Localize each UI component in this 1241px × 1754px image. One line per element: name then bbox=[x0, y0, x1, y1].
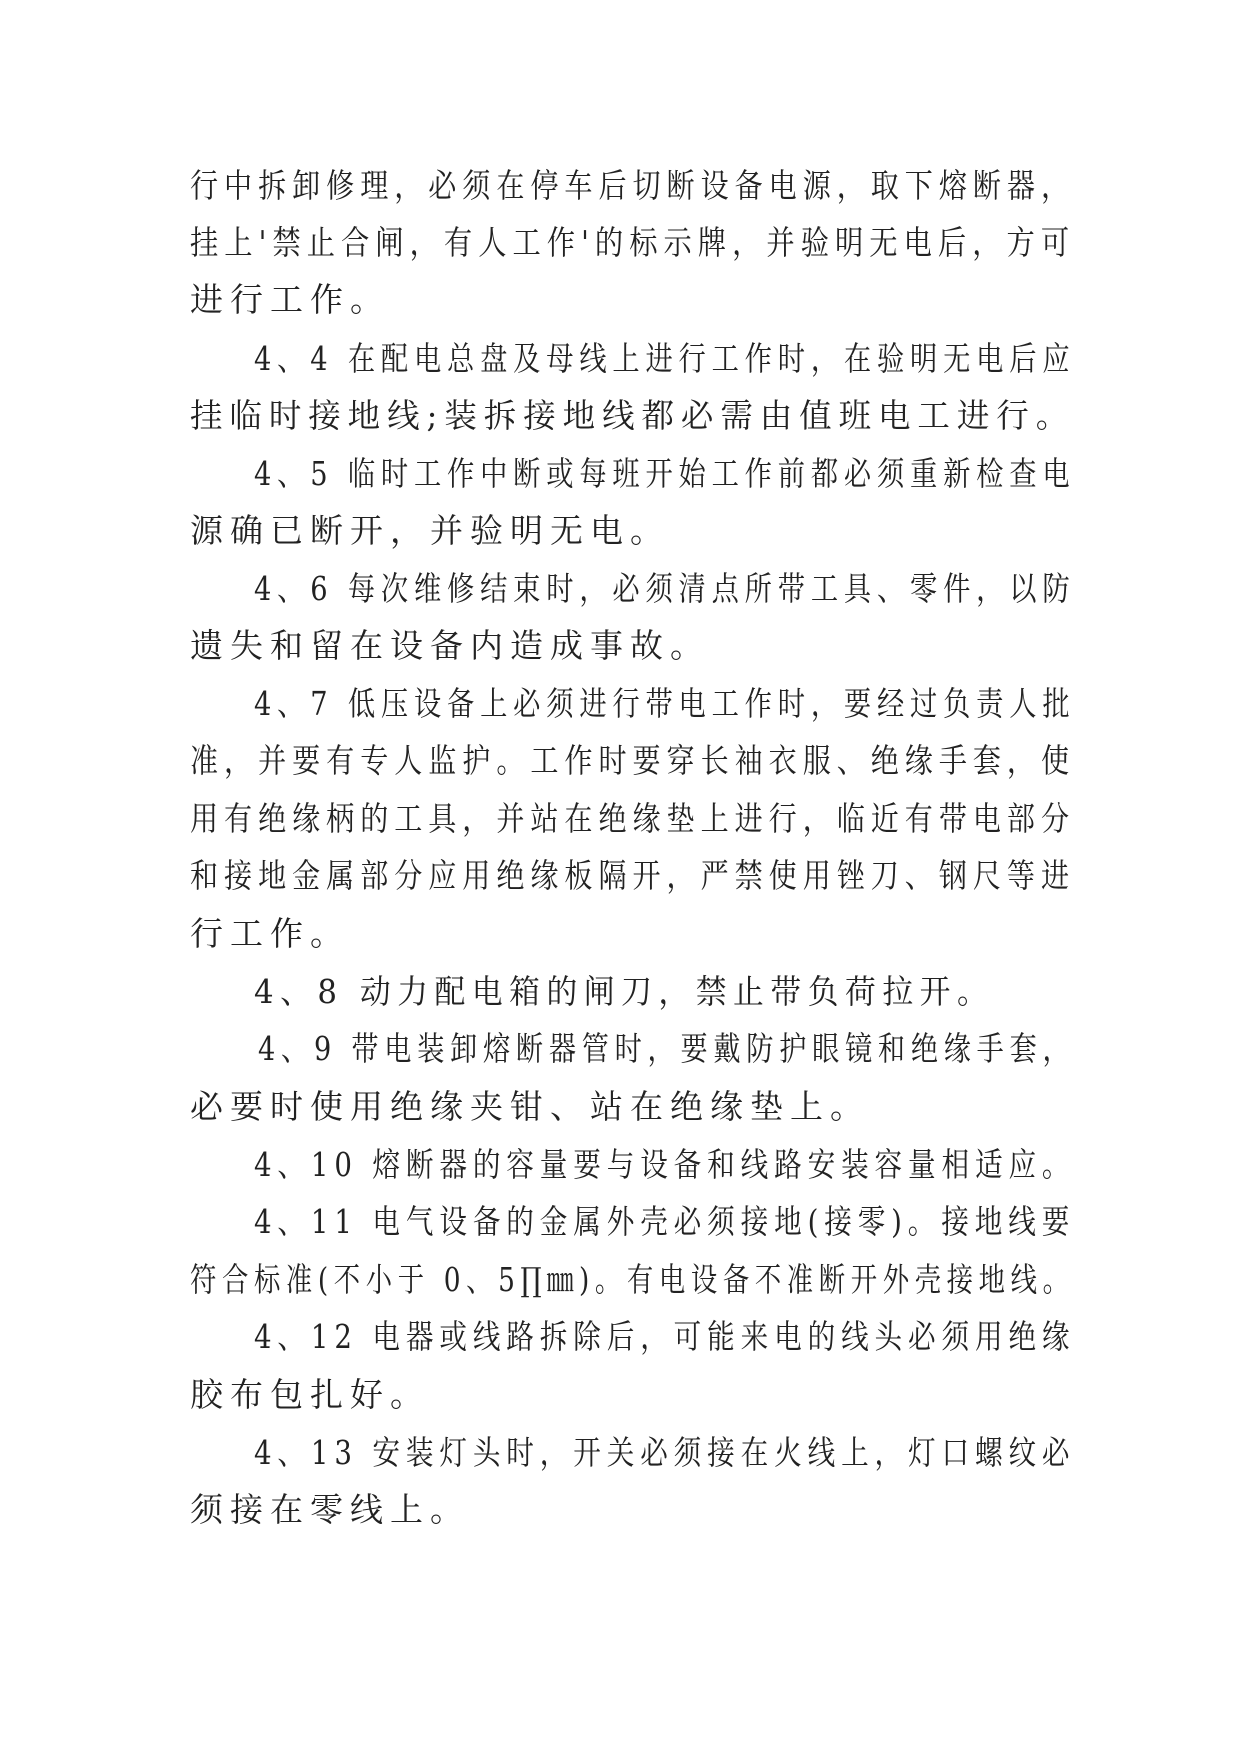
text-line: 符合标准(不小于 0、5∏㎜)。有电设备不准断开外壳接地线。 bbox=[190, 1260, 1075, 1299]
text-line: 胶布包扎好。 bbox=[190, 1375, 430, 1414]
text-line: 挂上'禁止合闸，有人工作'的标示牌，并验明无电后，方可 bbox=[190, 223, 1076, 262]
text-line: 进行工作。 bbox=[190, 280, 390, 319]
text-line: 和接地金属部分应用绝缘板隔开，严禁使用锉刀、钢尺等进 bbox=[190, 856, 1075, 895]
text-line: 必要时使用绝缘夹钳、站在绝缘垫上。 bbox=[190, 1087, 870, 1126]
text-line: 4、5 临时工作中断或每班开始工作前都必须重新检查电 bbox=[254, 454, 1076, 493]
text-line: 挂临时接地线;装拆接地线都必需由值班电工进行。 bbox=[190, 396, 1076, 435]
text-line: 4、4 在配电总盘及母线上进行工作时，在验明无电后应 bbox=[254, 339, 1076, 378]
text-line: 行中拆卸修理，必须在停车后切断设备电源，取下熔断器， bbox=[190, 166, 1075, 205]
text-line: 遗失和留在设备内造成事故。 bbox=[190, 626, 710, 665]
text-line: 4、7 低压设备上必须进行带电工作时，要经过负责人批 bbox=[254, 684, 1076, 723]
text-line: 源确已断开，并验明无电。 bbox=[190, 511, 670, 550]
text-line: 须接在零线上。 bbox=[190, 1490, 470, 1529]
text-line: 行工作。 bbox=[190, 914, 350, 953]
text-line: 用有绝缘柄的工具，并站在绝缘垫上进行，临近有带电部分 bbox=[190, 799, 1075, 838]
text-line: 4、9 带电装卸熔断器管时，要戴防护眼镜和绝缘手套， bbox=[258, 1029, 1076, 1068]
text-line: 4、10 熔断器的容量要与设备和线路安装容量相适应。 bbox=[254, 1145, 1076, 1184]
text-line: 4、12 电器或线路拆除后，可能来电的线头必须用绝缘 bbox=[254, 1317, 1076, 1356]
text-line: 4、11 电气设备的金属外壳必须接地(接零)。接地线要 bbox=[254, 1202, 1076, 1241]
text-line: 4、13 安装灯头时，开关必须接在火线上，灯口螺纹必 bbox=[254, 1433, 1076, 1472]
text-line: 准，并要有专人监护。工作时要穿长袖衣服、绝缘手套，使 bbox=[190, 741, 1075, 780]
text-line: 4、8 动力配电箱的闸刀，禁止带负荷拉开。 bbox=[254, 972, 995, 1011]
text-line: 4、6 每次维修结束时，必须清点所带工具、零件，以防 bbox=[254, 569, 1076, 608]
